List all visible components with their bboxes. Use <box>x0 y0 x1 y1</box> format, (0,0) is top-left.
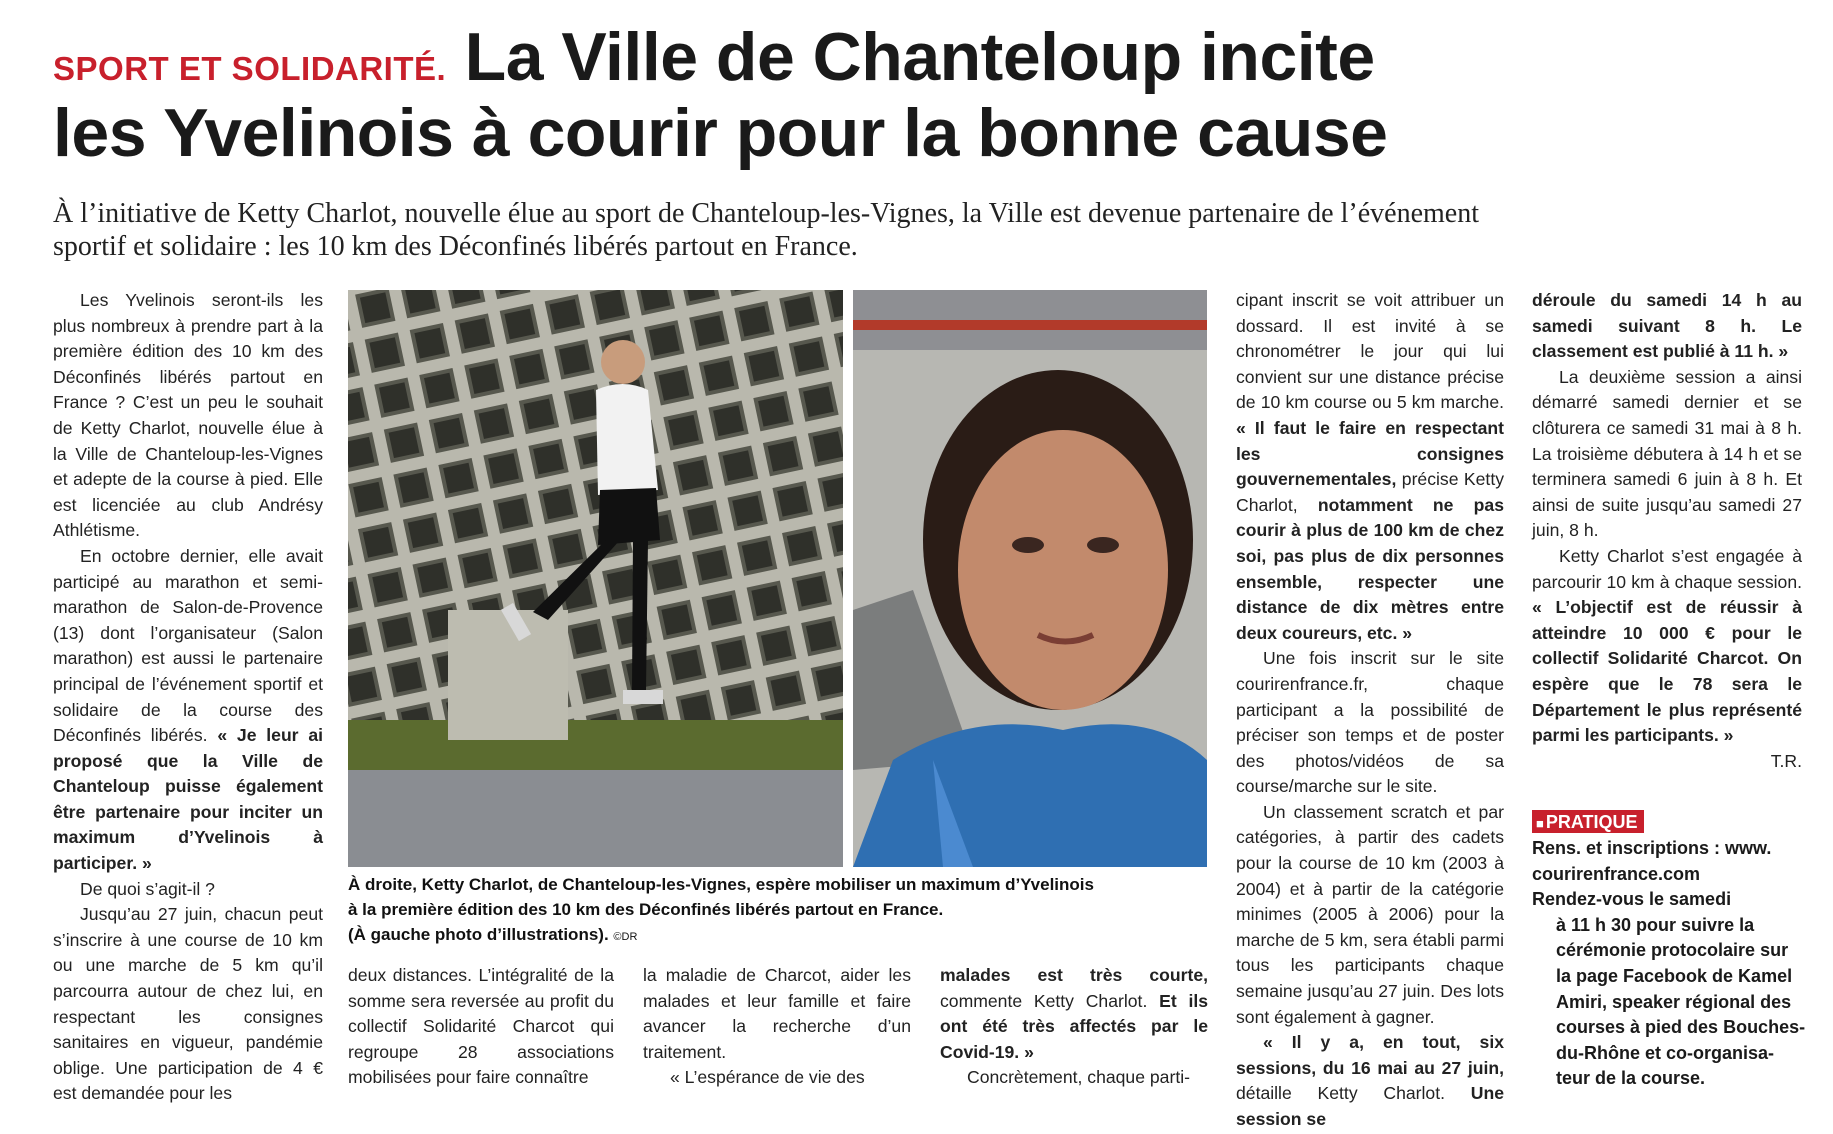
paragraph: la maladie de Charcot, aider les malades et leur famille et faire avancer la recherche d’un traitement. <box>643 965 911 1062</box>
ketty-charlot-portrait <box>853 290 1207 867</box>
article-column-3 <box>643 963 911 1091</box>
article-column-2 <box>348 963 614 1091</box>
runner-photo <box>348 290 843 867</box>
article-column-5 <box>1236 288 1504 1133</box>
practical-info-box <box>1532 812 1812 1092</box>
paragraph: La deuxième session a ainsi démarré samedi dernier et se clôturera ce samedi 31 mai à 8 h. La troisième débutera à 14 h et se terminera samedi 6 juin à 8 h. Et ainsi de suite jusqu’au samedi 27 juin, 8 h. <box>1532 366 1802 541</box>
headline-block <box>53 19 1813 171</box>
paragraph: malades est très courte, commente Ketty Charlot. Et ils ont été très affectés par le Covid-19. » <box>940 965 1209 1062</box>
kicker: SPORT ET SOLIDARITÉ. <box>53 50 447 87</box>
quote: « Je leur ai proposé que la Ville de Chanteloup puisse également être partenaire pour inciter un maximum d’Yvelinois à participer. » <box>53 725 323 874</box>
paragraph: Jusqu’au 27 juin, chacun peut s’inscrire à une course de 10 km ou une marche de 5 km qu’il parcourra autour de chez lui, en respectant les consignes sanitaires en vigueur, pandémie oblige. Une participation de 4 € est demandée pour les <box>53 904 323 1104</box>
article-column-4 <box>940 963 1208 1091</box>
paragraph: Les Yvelinois seront-ils les plus nombreux à prendre part à la première édition des 10 km des Déconfinés libérés partout en France ? C’est un peu le souhait de Ketty Charlot, nouvelle élue à la Ville de Chanteloup-les-Vignes et adepte de la course à pied. Elle est licenciée au club Andrésy Athlétisme. <box>53 290 323 541</box>
subheading: De quoi s’agit-il ? <box>80 878 215 899</box>
lede-line-2: sportif et solidaire : les 10 km des Déconfinés libérés partout en France. <box>53 231 858 262</box>
paragraph: cipant inscrit se voit attribuer un dossard. Il est invité à se chronométrer le jour qui lui convient sur une distance précise de 10 km course ou 5 km marche. « Il faut le faire en respectant les consignes gouvernementales, précise Ketty Charlot, notamment ne pas courir à plus de 100 km de chez soi, pas plus de dix personnes ensemble, respecter une distance de dix mètres entre deux coureurs, etc. » <box>1236 290 1505 643</box>
paragraph: deux distances. L’intégralité de la somme sera reversée au profit du collectif Solidarité Charcot qui regroupe 28 associations mobilisées pour faire connaître <box>348 965 614 1088</box>
paragraph: En octobre dernier, elle avait participé au marathon et semi-marathon de Salon-de-Provence (13) dont l’organisateur (Salon marathon) est aussi le partenaire principal de l’événement sportif et solidaire de la course des Déconfinés libérés. « Je leur ai proposé que la Ville de Chanteloup puisse également être partenaire pour inciter un maximum d’Yvelinois à participer. » <box>53 545 323 874</box>
paragraph: Une fois inscrit sur le site courirenfrance.fr, chaque participant a la possibilité de préciser son temps et de poster des photos/vidéos de sa course/marche sur le site. <box>1236 648 1504 797</box>
photo-credit: ©DR <box>613 931 638 943</box>
author-signature: T.R. <box>1770 750 1802 771</box>
paragraph: déroule du samedi 14 h au samedi suivant 8 h. Le classement est publié à 11 h. » <box>1532 290 1802 362</box>
square-bullet-icon: ■ <box>1536 816 1544 831</box>
paragraph: Un classement scratch et par catégories, à partir des cadets pour la course de 10 km (2003 à 2004) et à partir de la catégorie minimes (2005 à 2006) pour la marche de 5 km, sera établi parmi tous les participants chaque semaine jusqu’au 27 juin. Des lots sont également à gagner. <box>1236 801 1504 1027</box>
lede <box>53 197 1813 263</box>
article-column-1 <box>53 288 323 1107</box>
paragraph: « Il y a, en tout, six sessions, du 16 mai au 27 juin, détaille Ketty Charlot. Une session se <box>1236 1032 1504 1129</box>
pratique-label: ■ PRATIQUE <box>1532 810 1644 833</box>
paragraph: « L’espérance de vie des <box>670 1067 865 1088</box>
photo-caption: À droite, Ketty Charlot, de Chanteloup-les-Vignes, espère mobiliser un maximum d’Yvelinois à la première édition des 10 km des Déconfinés libérés partout en France. (À gauche photo d’illustrations). ©DR <box>348 875 1094 944</box>
practical-info-text: Rens. et inscriptions : www. courirenfrance.com Rendez-vous le samedi à 11 h 30 pour suivre la cérémonie protocolaire sur la page Facebook de Kamel Amiri, speaker régional des courses à pied des Bouches- du-Rhône et co-organisa- teur de la course. <box>1532 838 1806 1089</box>
paragraph: Concrètement, chaque parti- <box>967 1067 1190 1088</box>
headline-line-2: les Yvelinois à courir pour la bonne cause <box>53 95 1388 171</box>
article-column-6 <box>1532 288 1802 774</box>
paragraph: Ketty Charlot s’est engagée à parcourir 10 km à chaque session. « L’objectif est de réussir à atteindre 10 000 € pour le collectif Solidarité Charcot. On espère que le 78 sera le Département le plus représenté parmi les participants. » <box>1532 545 1802 746</box>
headline-line-1: La Ville de Chanteloup incite <box>464 19 1375 95</box>
lede-line-1: À l’initiative de Ketty Charlot, nouvelle élue au sport de Chanteloup-les-Vignes, la Ville est devenue partenaire de l’événement <box>53 198 1479 229</box>
